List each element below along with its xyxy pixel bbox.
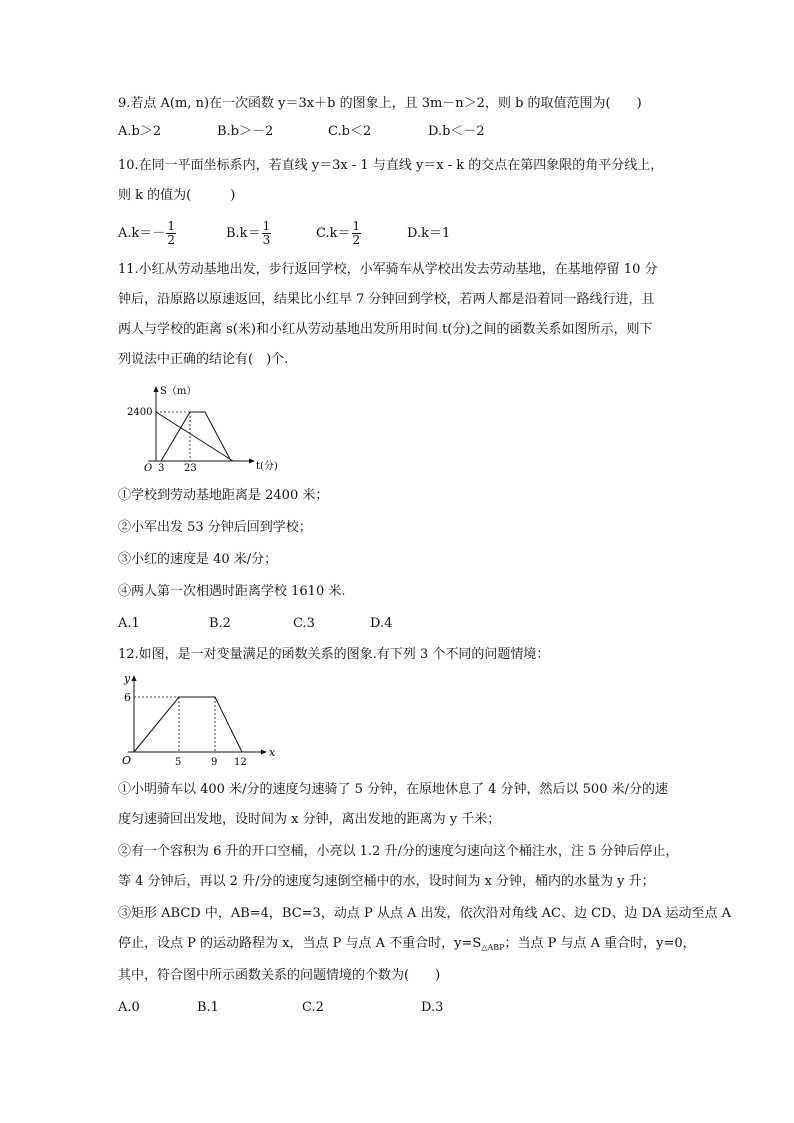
q12-context-3-line2-pre: 停止，设点 P 的运动路程为 x，当点 P 与点 A 不重合时，y=S bbox=[118, 936, 482, 951]
q9-option-d: D.b＜－2 bbox=[428, 124, 485, 139]
x-tick-12: 12 bbox=[234, 757, 247, 768]
q11-statement-3: ③小红的速度是 40 米/分； bbox=[118, 552, 278, 567]
q12-stem: 12.如图，是一对变量满足的函数关系的图象.有下列 3 个不同的问题情境： bbox=[118, 647, 550, 662]
q12-context-1-line1: ①小明骑车以 400 米/分的速度匀速骑了 5 分钟，在原地休息了 4 分钟，然后以 500 米/分的速 bbox=[118, 782, 668, 797]
denominator: 3 bbox=[262, 233, 271, 247]
x-axis-arrow bbox=[261, 750, 267, 755]
numerator: 1 bbox=[167, 219, 176, 233]
q10-stem-line1: 10.在同一平面坐标系内，若直线 y＝3x - 1 与直线 y＝x - k 的交点在第四象限的角平分线上， bbox=[118, 158, 664, 173]
xiaojun-line bbox=[161, 412, 231, 461]
origin-label: O bbox=[144, 463, 153, 474]
q9-option-b: B.b＞－2 bbox=[217, 124, 274, 139]
q10-option-a-prefix: A.k＝－ bbox=[118, 226, 166, 241]
q12-option-b: B.1 bbox=[197, 1000, 219, 1015]
q9-option-c: C.b＜2 bbox=[328, 124, 372, 139]
triangle-subscript: △ABP bbox=[481, 943, 505, 952]
q10-option-b bbox=[226, 220, 272, 247]
y-axis-arrow bbox=[154, 386, 159, 392]
x-tick-23: 23 bbox=[184, 463, 197, 474]
x-tick-3: 3 bbox=[158, 463, 165, 474]
q10-stem-line2: 则 k 的值为( ) bbox=[118, 188, 236, 203]
q11-option-c: C.3 bbox=[293, 616, 315, 631]
q10-option-d: D.k＝1 bbox=[407, 226, 451, 241]
q10-option-b-prefix: B.k＝ bbox=[226, 226, 261, 241]
denominator: 2 bbox=[167, 233, 176, 247]
q10-option-c bbox=[316, 220, 362, 247]
q12-context-3-line2 bbox=[118, 934, 696, 958]
q12-context-3-line1: ③矩形 ABCD 中，AB=4，BC=3，动点 P 从点 A 出发，依次沿对角线 AC、边 CD、边 DA 运动至点 A bbox=[118, 906, 732, 921]
numerator: 1 bbox=[352, 219, 361, 233]
q11-stem-line2: 钟后，沿原路以原速返回，结果比小红早 7 分钟回到学校，若两人都是沿着同一路线行进，且 bbox=[118, 292, 655, 307]
y-tick-2400: 2400 bbox=[127, 407, 153, 418]
fraction bbox=[262, 220, 272, 247]
x-axis-label: x bbox=[269, 746, 276, 759]
q12-option-a: A.0 bbox=[118, 1000, 140, 1015]
q12-context-2-line2: 等 4 分钟后，再以 2 升/分的速度匀速倒空桶中的水，设时间为 x 分钟，桶内的水量为 y 升； bbox=[118, 874, 655, 889]
q10-option-c-prefix: C.k＝ bbox=[316, 226, 351, 241]
y-axis-label: S（m） bbox=[160, 386, 197, 397]
q11-option-d: D.4 bbox=[370, 616, 393, 631]
denominator: 2 bbox=[352, 233, 361, 247]
x-tick-9: 9 bbox=[211, 757, 218, 768]
q12-graph bbox=[114, 670, 284, 770]
q11-stem-line4: 列说法中正确的结论有( )个. bbox=[118, 352, 289, 367]
function-line bbox=[134, 697, 242, 752]
q12-context-3-line3: 其中，符合图中所示函数关系的问题情境的个数为( ) bbox=[118, 968, 441, 983]
xiaohong-line bbox=[156, 412, 233, 461]
x-axis-arrow bbox=[249, 459, 255, 464]
q11-stem-line1: 11.小红从劳动基地出发，步行返回学校，小军骑车从学校出发去劳动基地，在基地停留 10 分 bbox=[118, 262, 658, 277]
q12-option-c: C.2 bbox=[302, 1000, 324, 1015]
q12-option-d: D.3 bbox=[421, 1000, 444, 1015]
q9-stem: 9.若点 A(m, n)在一次函数 y＝3x＋b 的图象上，且 3m－n＞2，则 b 的取值范围为( ) bbox=[118, 96, 642, 111]
x-tick-5: 5 bbox=[175, 757, 182, 768]
q11-statement-2: ②小军出发 53 分钟后回到学校； bbox=[118, 520, 312, 535]
q12-context-2-line1: ②有一个容积为 6 升的开口空桶，小亮以 1.2 升/分的速度匀速向这个桶注水，注 5 分钟后停止， bbox=[118, 844, 679, 859]
numerator: 1 bbox=[262, 219, 271, 233]
y-axis-label: y bbox=[124, 672, 131, 685]
q11-statement-4: ④两人第一次相遇时距离学校 1610 米. bbox=[118, 584, 346, 599]
q9-option-a: A.b＞2 bbox=[118, 124, 162, 139]
fraction bbox=[352, 220, 362, 247]
y-axis-arrow bbox=[132, 675, 137, 681]
q11-statement-1: ①学校到劳动基地距离是 2400 米； bbox=[118, 488, 329, 503]
fraction bbox=[166, 220, 176, 247]
q10-option-a bbox=[118, 220, 177, 247]
q12-context-3-line2-post: ；当点 P 与点 A 重合时，y=0， bbox=[504, 936, 696, 951]
q11-option-a: A.1 bbox=[118, 616, 140, 631]
origin-label: O bbox=[122, 754, 132, 767]
q11-graph bbox=[118, 380, 298, 475]
q11-option-b: B.2 bbox=[209, 616, 231, 631]
x-axis-label: t(分) bbox=[256, 461, 278, 472]
y-tick-6: 6 bbox=[124, 691, 131, 704]
q12-context-1-line2: 度匀速骑回出发地，设时间为 x 分钟，离出发地的距离为 y 千米； bbox=[118, 812, 501, 827]
q11-stem-line3: 两人与学校的距离 s(米)和小红从劳动基地出发所用时间 t(分)之间的函数关系如图所示，则下 bbox=[118, 322, 653, 337]
